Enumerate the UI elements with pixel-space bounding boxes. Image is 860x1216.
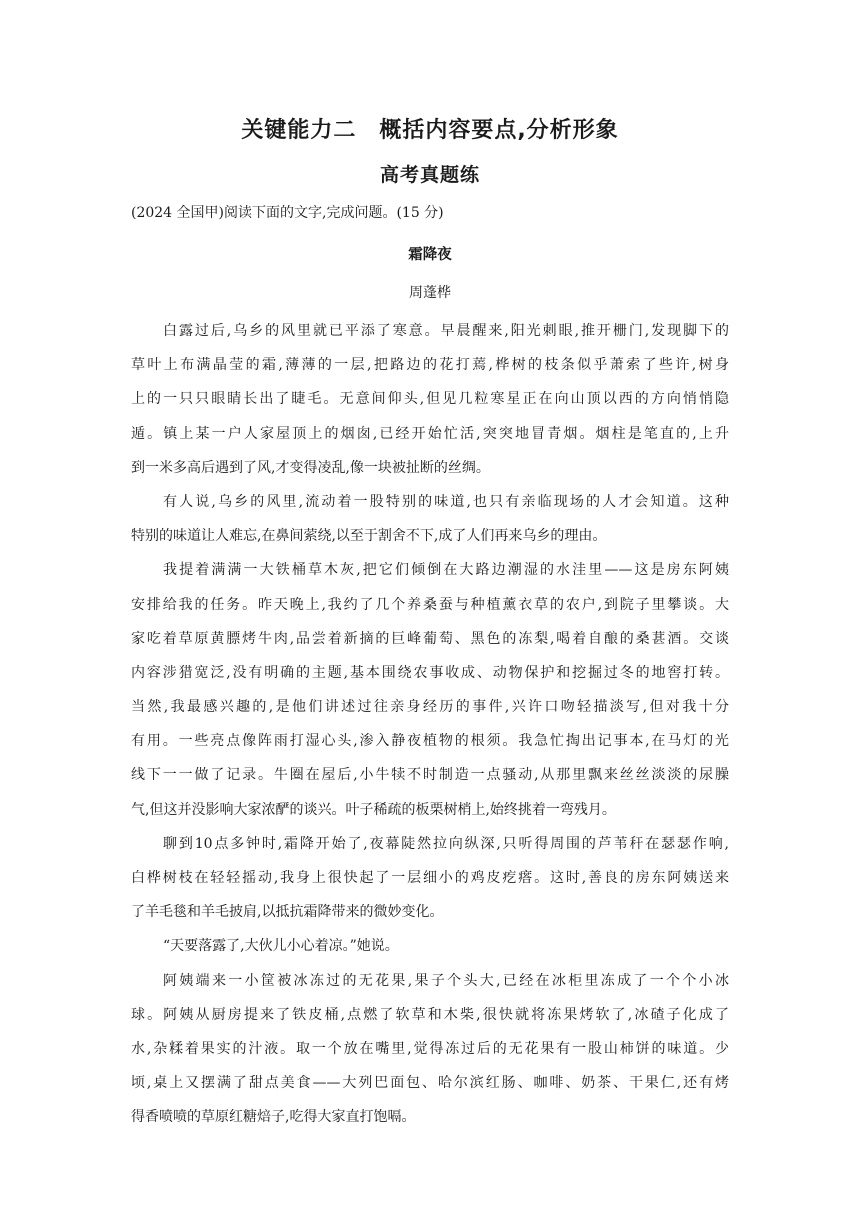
text-line: 白桦树枝在轻轻摇动,我身上很快起了一层细小的鸡皮疙瘩。这时,善良的房东阿姨送来 xyxy=(131,870,729,886)
page-title: 关键能力二 概括内容要点,分析形象 xyxy=(241,118,619,143)
text-line: 家吃着草原黄膘烤牛肉,品尝着新摘的巨峰葡萄、黑色的冻梨,喝着自酿的桑葚酒。交谈 xyxy=(131,630,729,647)
text-line: 气,但这并没影响大家浓酽的谈兴。叶子稀疏的板栗树梢上,始终挑着一弯残月。 xyxy=(131,801,616,818)
text-line: 聊到10点多钟时,霜降开始了,夜幕陡然拉向纵深,只听得周围的芦苇秆在瑟瑟作响, xyxy=(163,835,729,852)
text-line: 内容涉猎宽泛,没有明确的主题,基本围绕农事收成、动物保护和挖掘过冬的地窖打转。 xyxy=(131,664,729,681)
text-line: 得香喷喷的草原红糖焙子,吃得大家直打饱嗝。 xyxy=(131,1109,416,1126)
text-line: 白露过后,乌乡的风里就已平添了寒意。早晨醒来,阳光刺眼,推开栅门,发现脚下的 xyxy=(163,323,729,339)
text-line: 安排给我的任务。昨天晚上,我约了几个养桑蚕与种植薰衣草的农户,到院子里攀谈。大 xyxy=(131,596,729,613)
text-line: 阿姨端来一小筐被冰冻过的无花果,果子个头大,已经在冰柜里冻成了一个个小冰 xyxy=(163,972,729,989)
text-line: 当然,我最感兴趣的,是他们讲述过往亲身经历的事件,兴许口吻轻描淡写,但对我十分 xyxy=(131,699,729,716)
text-line: 到一米多高后遇到了风,才变得凌乱,像一块被扯断的丝绸。 xyxy=(131,459,490,476)
text-line: “天要落露了,大伙儿小心着凉。”她说。 xyxy=(163,938,399,955)
text-line: 有用。一些亮点像阵雨打湿心头,渗入静夜植物的根须。我急忙掏出记事本,在马灯的光 xyxy=(131,733,729,750)
text-line: 上的一只只眼睛长出了睫毛。无意间仰头,但见几粒寒星正在向山顶以西的方向悄悄隐 xyxy=(131,391,729,408)
text-line: 水,杂糅着果实的汁液。取一个放在嘴里,觉得冻过后的无花果有一股山柿饼的味道。少 xyxy=(131,1040,729,1057)
article-title: 霜降夜 xyxy=(408,247,452,263)
text-line: 球。阿姨从厨房提来了铁皮桶,点燃了软草和木柴,很快就将冻果烤软了,冰碴子化成了 xyxy=(131,1006,729,1023)
question-intro: (2024 全国甲)阅读下面的文字,完成问题。(15 分) xyxy=(131,205,444,221)
text-line: 我提着满满一大铁桶草木灰,把它们倾倒在大路边潮湿的水洼里——这是房东阿姨 xyxy=(163,562,729,579)
text-line: 了羊毛毯和羊毛披肩,以抵抗霜降带来的微妙变化。 xyxy=(131,904,444,921)
section-subtitle: 高考真题练 xyxy=(379,164,480,186)
text-line: 特别的味道让人难忘,在鼻间萦绕,以至于割舍不下,成了人们再来乌乡的理由。 xyxy=(131,528,607,545)
article-body xyxy=(131,314,729,1135)
article-author: 周蓬桦 xyxy=(409,285,451,301)
text-line: 线下一一做了记录。牛圈在屋后,小牛犊不时制造一点骚动,从那里飘来丝丝淡淡的尿臊 xyxy=(131,767,729,784)
text-line: 遁。镇上某一户人家屋顶上的烟囱,已经开始忙活,突突地冒青烟。烟柱是笔直的,上升 xyxy=(131,425,729,442)
text-line: 草叶上布满晶莹的霜,薄薄的一层,把路边的花打蔫,桦树的枝条似乎萧索了些许,树身 xyxy=(131,357,729,374)
text-line: 顷,桌上又摆满了甜点美食——大列巴面包、哈尔滨红肠、咖啡、奶茶、干果仁,还有烤 xyxy=(131,1075,729,1092)
text-line: 有人说,乌乡的风里,流动着一股特别的味道,也只有亲临现场的人才会知道。这种 xyxy=(163,493,729,510)
